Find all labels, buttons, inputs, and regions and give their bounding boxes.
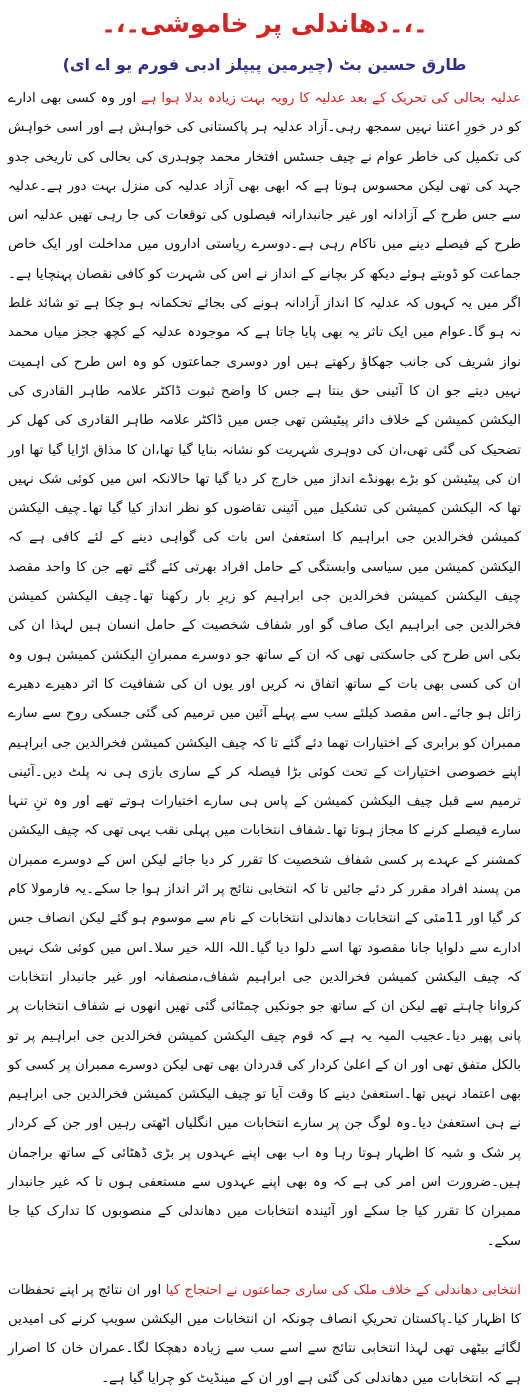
paragraph-1-body: اور وہ کسی بھی ادارے کو در خورِ اعتنا نہیں سمجھ رہی۔آزاد عدلیہ ہر پاکستانی کی خواہش ہے اور اسی خواہش کی تکمیل کی خاطر عوام نے چیف جسٹس افتخار محمد چوہدری کی بحالی کی تاریخی جدو جہد کی تھی لیکن محسوس ہوتا ہے کہ ابھی بھی آزاد عدلیہ کی منزل بہت دور ہے۔عدلیہ سے جس طرح کے آزادانہ اور غیر جانبدارانہ فیصلوں کی توقعات کی جا رہی تھیں عدلیہ اس طرح کے فیصلے دینے میں ناکام رہی ہے۔دوسرے ریاستی اداروں میں مداخلت اور ایک خاص جماعت کو ڈوبتے ہوئے دیکھ کر بچانے کے انداز نے اس کی شہرت کو کافی نقصان پہنچایا ہے۔اگر میں یہ کہوں کہ عدلیہ کا انداز آزادانہ ہونے کی بجائے تحکمانہ ہو چکا ہے تو شائد غلط نہ ہو گا۔عوام میں ایک تاثر یہ بھی پایا جاتا ہے کہ موجودہ عدلیہ کے کچھ ججز میاں محمد نواز شریف کی جانب جھکاؤ رکھتے ہیں اور دوسری جماعتوں کو وہ اس طرح کی اہمیت نہیں دیتے جو ان کا آئینی حق بنتا ہے جس کا واضح ثبوت ڈاکٹر علامہ طاہر القادری کی الیکشن کمیشن کے خلاف دائر پیٹیشن تھی جس میں ڈاکٹر علامہ طاہر القادری کی کھل کر تضحیک کی گئی تھی،ان کی دوہری شہریت کو نشانہ بنایا گیا تھا،ان کا مذاق اڑایا گیا تھا اور ان کی پیٹیشن کو بڑے بھونڈے انداز میں خارج کر دیا گیا تھا حالانکہ اس میں کوئی شک نہیں تھا کہ الیکشن کمیشن کی تشکیل میں آئینی تقاضوں کو نظر انداز کیا گیا تھا۔چیف الیکشن کمیشن فخرالدین جی ابراہیم کا استعفیٰ اس بات کی گواہی دینے کے لئے کافی ہے کہ الیکشن کمیشن میں سیاسی وابستگی کے حامل افراد بھرتی کئے گئے تھے جن کا واحد مقصد چیف الیکشن کمیشن فخرالدین جی ابراہیم کو زیرِ بار رکھنا تھا۔چیف الیکشن کمیشن فخرالدین جی ابراہیم ایک صاف گو اور شفاف شخصیت کے حامل انسان ہیں لہذا ان کی بکی اس طرح کی جاسکتی تھی کہ ان کے ساتھ جو دوسرے ممبرانِ الیکشن کمیشن ہوں وہ ان کی کسی بھی بات کے ساتھ اتفاق نہ کریں اور یوں ان کی شفافیت کا اثر دھیرے دھیرے زائل ہو جائے۔اس مقصد کیلئے سب سے پہلے آئین میں ترمیم کی گئی جسکی روح سے سارے ممبران کو برابری کے اختیارات تھما دئے گئے تا کہ چیف الیکشن کمیشن فخرالدین جی ابراہیم اپنے خصوصی اختیارات کے تحت کوئی بڑا فیصلہ کر کے ساری بازی ہی نہ پلٹ دیں۔آئینی ترمیم سے قبل چیف الیکشن کمیشن کے پاس ہی سارے اختیارات ہوتے تھے اور وہ تنِ تنہا سارے فیصلے کرنے کا مجاز ہوتا تھا۔شفاف انتخابات میں پہلی نقب یہی تھی کہ چیف الیکشن کمشنر کے عہدے پر کسی شفاف شخصیت کا تقرر کر دیا جائے لیکن اس کے دوسرے ممبران من پسند افراد مقرر کر دئے جائیں تا کہ انتخابی نتائج پر اثر انداز ہوا جا سکے۔یہ فارمولا کام کر گیا اور 11مئی کے انتخابات دھاندلی انتخابات کے نام سے موسوم ہو گئے لیکن انصاف جس ادارے سے دلوایا جانا مقصود تھا اسے دلوا دیا گیا۔اللہ اللہ خیر سلا۔اس میں کوئی شک نہیں کہ چیف الیکشن کمیشن فخرالدین جی ابراہیم شفاف،منصفانہ اور غیر جانبدار انتخابات کروانا چاہتے تھے لیکن ان کے ساتھ جو جونکیں چمٹائی گئی تھیں انھوں نے شفاف انتخابات پر پانی پھیر دیا۔عجیب المیہ یہ ہے کہ قوم چیف الیکشن کمیشن فخرالدین جی ابراہیم پر تو بالکل متفق تھی اور ان کے اعلیٰ کردار کی قدردان بھی تھی لیکن دوسرے ممبران پر کسی کو بھی اعتماد نہیں تھا۔استعفیٰ دینے کا وقت آیا تو چیف الیکشن کمیشن فخرالدین جی ابراہیم نے ہی استعفیٰ دیا۔وہ لوگ جن پر سارے انتخابات میں انگلیاں اٹھتی رہیں اور جن کے کردار پر شک و شبہ کا اظہار ہوتا رہا وہ اب بھی اپنے عہدوں پر بڑی ڈھٹائی کے ساتھ براجمان ہیں۔ضرورت اس امر کی ہے کہ وہ بھی اپنے عہدوں سے مستعفی ہوں تا کہ غیر جانبدار ممبران کا تقرر کیا جا سکے اور آئیندہ انتخابات میں دھاندلی کے منصوبوں کا تدارک کیا جا سکے۔: [8, 91, 521, 1249]
article-byline: طارق حسین بٹ (چیرمین پیپلز ادبی فورم یو اے ای): [62, 55, 467, 74]
article-paragraph-2: [8, 1276, 521, 1393]
article-title: ۔،۔دھاندلی پر خاموشی۔،۔: [101, 9, 428, 38]
paragraph-2-body: اور ان نتائج پر اپنے تحفظات کا اظہار کیا۔پاکستان تحریکِ انصاف چونکہ ان انتخابات میں الیکشن سویپ کرنے کی امیدیں لگائے بیٹھی تھی لہذا انتخابی نتائج سے اسے سب سے زیادہ دھچکا لگا۔عمران خان کا اصرار ہے کہ انتخابات میں دھاندلی کی گئی ہے اور ان کے مینڈیٹ کو چرایا گیا ہے۔: [8, 1282, 521, 1386]
paragraph-2-lead: انتخابی دھاندلی کے خلاف ملک کی ساری جماعتوں نے احتجاج کیا: [165, 1282, 521, 1298]
paragraph-1-lead: عدلیہ بحالی کی تحریک کے بعد عدلیہ کا رویہ بہت زیادہ بدلا ہوا ہے: [140, 91, 521, 106]
article-paragraph-1: [8, 84, 521, 1256]
